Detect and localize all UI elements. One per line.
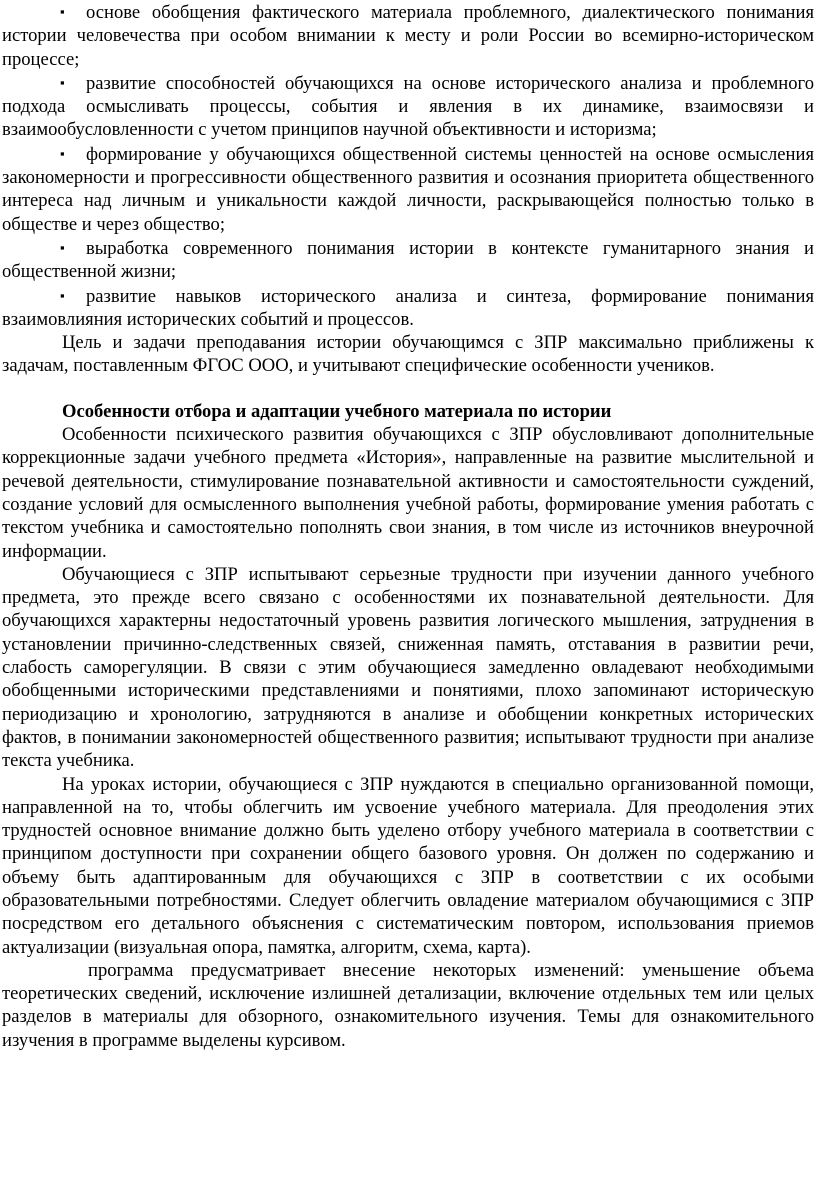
section-spacer bbox=[2, 378, 814, 400]
bullet-item-4 bbox=[2, 236, 814, 284]
bullet-text: формирование у обучающихся общественной системы ценностей на основе осмысления закономерности и прогрессивности общественного развития и осознания приоритета общественного интереса над личным и уникальности каждой личности, раскрывающейся полностью только в обществе и через общество; bbox=[2, 143, 814, 235]
document-page bbox=[2, 0, 814, 1052]
goal-paragraph: Цель и задачи преподавания истории обучающимся с ЗПР максимально приближены к задачам, поставленным ФГОС ООО, и учитывают специфические особенности учеников. bbox=[2, 332, 814, 377]
section-heading: Особенности отбора и адаптации учебного материала по истории bbox=[62, 400, 612, 422]
body-paragraph-1: Особенности психического развития обучающихся с ЗПР обусловливают дополнительные коррекционные задачи учебного предмета «История», направленные на развитие мыслительной и речевой деятельности, стимулирование познавательной активности и самостоятельности суждений, создание условий для осмысленного выполнения учебной работы, формирование умения работать с текстом учебника и самостоятельно пополнять свои знания, в том числе из источников внеурочной информации. bbox=[2, 424, 814, 562]
bullet-item-3 bbox=[2, 142, 814, 236]
final-paragraph: программа предусматривает внесение некоторых изменений: уменьшение объема теоретических сведений, исключение излишней детализации, включение отдельных тем или целых разделов в материалы для обзорного, ознакомительного изучения. Темы для ознакомительного изучения в программе выделены курсивом. bbox=[2, 959, 814, 1051]
bullet-item-1 bbox=[2, 0, 814, 71]
bullet-item-5 bbox=[2, 284, 814, 332]
square-bullet-icon: ▪ bbox=[60, 145, 65, 161]
square-bullet-icon: ▪ bbox=[60, 74, 65, 90]
square-bullet-icon: ▪ bbox=[60, 239, 65, 255]
bullet-text: развитие навыков исторического анализа и синтеза, формирование понимания взаимовлияния исторических событий и процессов. bbox=[2, 285, 814, 330]
body-paragraph-3: На уроках истории, обучающиеся с ЗПР нуждаются в специально организованной помощи, направленной на то, чтобы облегчить им усвоение учебного материала. Для преодоления этих трудностей основное внимание должно быть уделено отбору учебного материала в соответствии с принципом доступности при сохранении общего базового уровня. Он должен по содержанию и объему быть адаптированным для обучающихся с ЗПР в соответствии с их особыми образовательными потребностями. Следует облегчить овладение материалом обучающимися с ЗПР посредством его детального объяснения с систематическим повтором, использования приемов актуализации (визуальная опора, памятка, алгоритм, схема, карта). bbox=[2, 773, 814, 958]
bullet-text: выработка современного понимания истории в контексте гуманитарного знания и общественной жизни; bbox=[2, 237, 814, 283]
body-paragraph-2: Обучающиеся с ЗПР испытывают серьезные трудности при изучении данного учебного предмета, это прежде всего связано с особенностями их познавательной деятельности. Для обучающихся характерны недостаточный уровень развития логического мышления, затруднения в установлении причинно-следственных связей, сниженная память, отставания в развитии речи, слабость саморегуляции. В связи с этим обучающиеся замедленно овладевают необходимыми обобщенными историческими представлениями и понятиями, плохо запоминают историческую периодизацию и хронологию, затрудняются в анализе и обобщении конкретных исторических фактов, в понимании закономерностей общественного развития; испытывают трудности при анализе текста учебника. bbox=[2, 563, 814, 772]
square-bullet-icon: ▪ bbox=[60, 4, 65, 19]
bullet-text: основе обобщения фактического материала проблемного, диалектического понимания истории человечества при особом внимании к месту и роли России во всемирно-историческом процессе; bbox=[2, 2, 814, 70]
bullet-text: развитие способностей обучающихся на основе исторического анализа и проблемного подхода осмысливать процессы, события и явления в их динамике, взаимосвязи и взаимообусловленности с учетом принципов научной объективности и историзма; bbox=[2, 72, 814, 141]
bullet-item-2 bbox=[2, 71, 814, 142]
square-bullet-icon: ▪ bbox=[60, 287, 65, 303]
